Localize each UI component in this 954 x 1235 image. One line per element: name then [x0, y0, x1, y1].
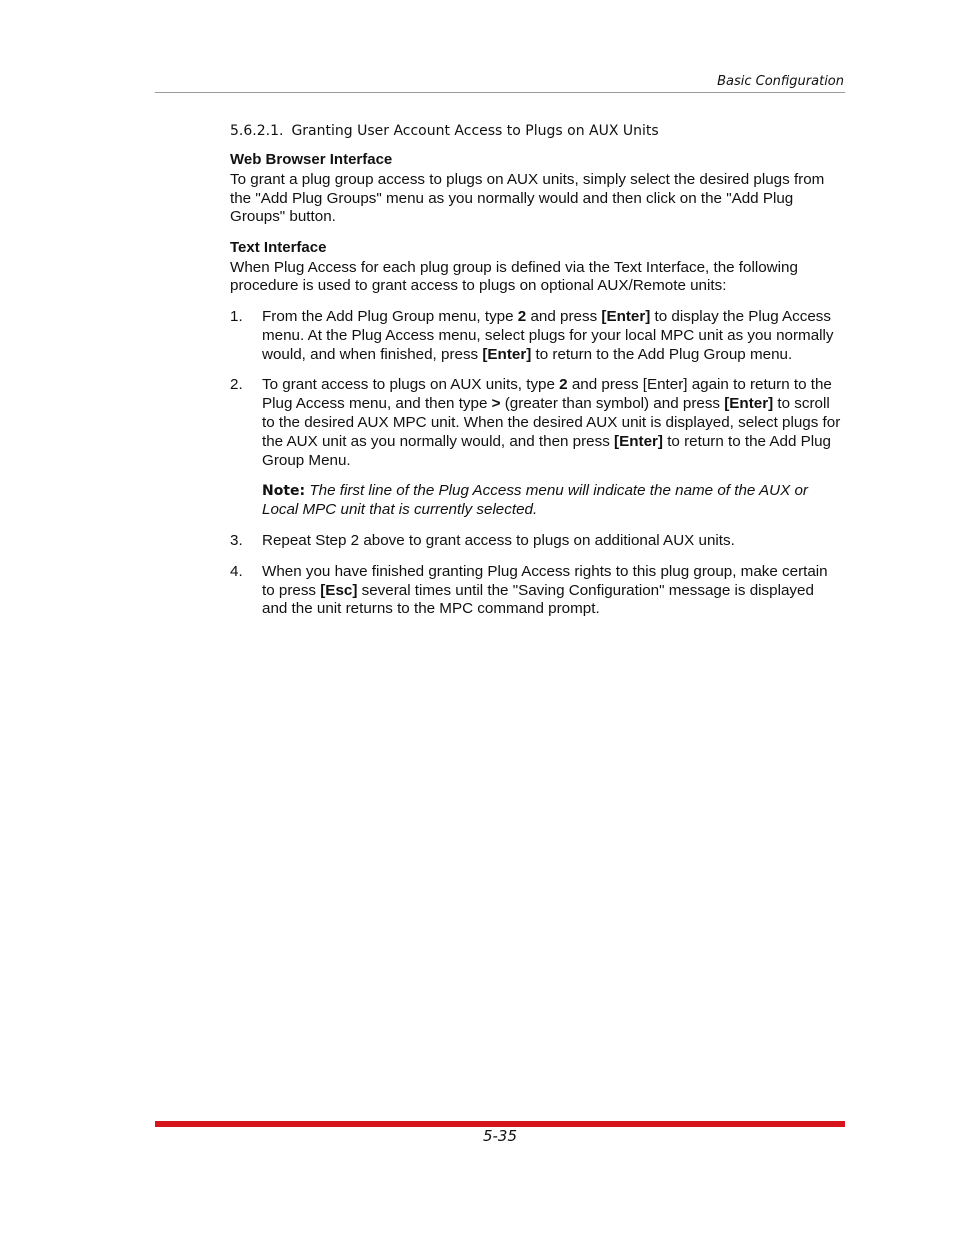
- page-number: 5-35: [482, 1127, 518, 1145]
- section-heading: [230, 123, 842, 139]
- step-3: 3. Repeat Step 2 above to grant access to plugs on additional AUX units.: [230, 531, 735, 549]
- page-content: [230, 123, 842, 631]
- note-label: Note:: [262, 483, 306, 500]
- step-1: 1. From the Add Plug Group menu, type 2 and press [Enter] to display the Plug Access menu. At the Plug Access menu, select plugs for your local MPC unit as you normally would, and when finished, press [Enter] to return to the Add Plug Group menu.: [230, 307, 834, 363]
- section-number: 5.6.2.1.: [230, 123, 284, 139]
- step-marker: 1.: [230, 307, 243, 325]
- procedure-steps: [230, 308, 842, 619]
- step-2: 2. To grant access to plugs on AUX units, type 2 and press [Enter] again to return to the Plug Access menu, and then type > (greater than symbol) and press [Enter] to scroll to the desired AUX MPC unit. When the desired AUX unit is displayed, select plugs for the AUX unit as you normally would, and then press [Enter] to return to the Add Plug Group Menu. Note: The first line of the Plug Access menu will indicate the name of the AUX or Local MPC unit that is currently selected.: [230, 376, 841, 519]
- header-divider: [155, 92, 845, 93]
- step-4: 4. When you have finished granting Plug Access rights to this plug group, make certain to press [Esc] several times until the "Saving Configuration" message is displayed and the unit returns to the MPC command prompt.: [230, 562, 828, 618]
- step-marker: 4.: [230, 562, 243, 580]
- note-text: The first line of the Plug Access menu will indicate the name of the AUX or Local MPC unit that is currently selected.: [262, 482, 808, 519]
- section-title: Granting User Account Access to Plugs on AUX Units: [291, 123, 659, 139]
- text-interface-heading: Text Interface: [230, 238, 327, 256]
- running-header: Basic Configuration: [717, 74, 844, 89]
- step-marker: 3.: [230, 531, 243, 549]
- web-interface-body: To grant a plug group access to plugs on AUX units, simply select the desired plugs from the "Add Plug Groups" menu as you normally would and then click on the "Add Plug Groups" button.: [230, 171, 825, 226]
- step-marker: 2.: [230, 376, 243, 394]
- note: [262, 482, 842, 520]
- text-interface-body: When Plug Access for each plug group is defined via the Text Interface, the following procedure is used to grant access to plugs on optional AUX/Remote units:: [230, 258, 798, 295]
- web-interface-heading: Web Browser Interface: [230, 151, 393, 168]
